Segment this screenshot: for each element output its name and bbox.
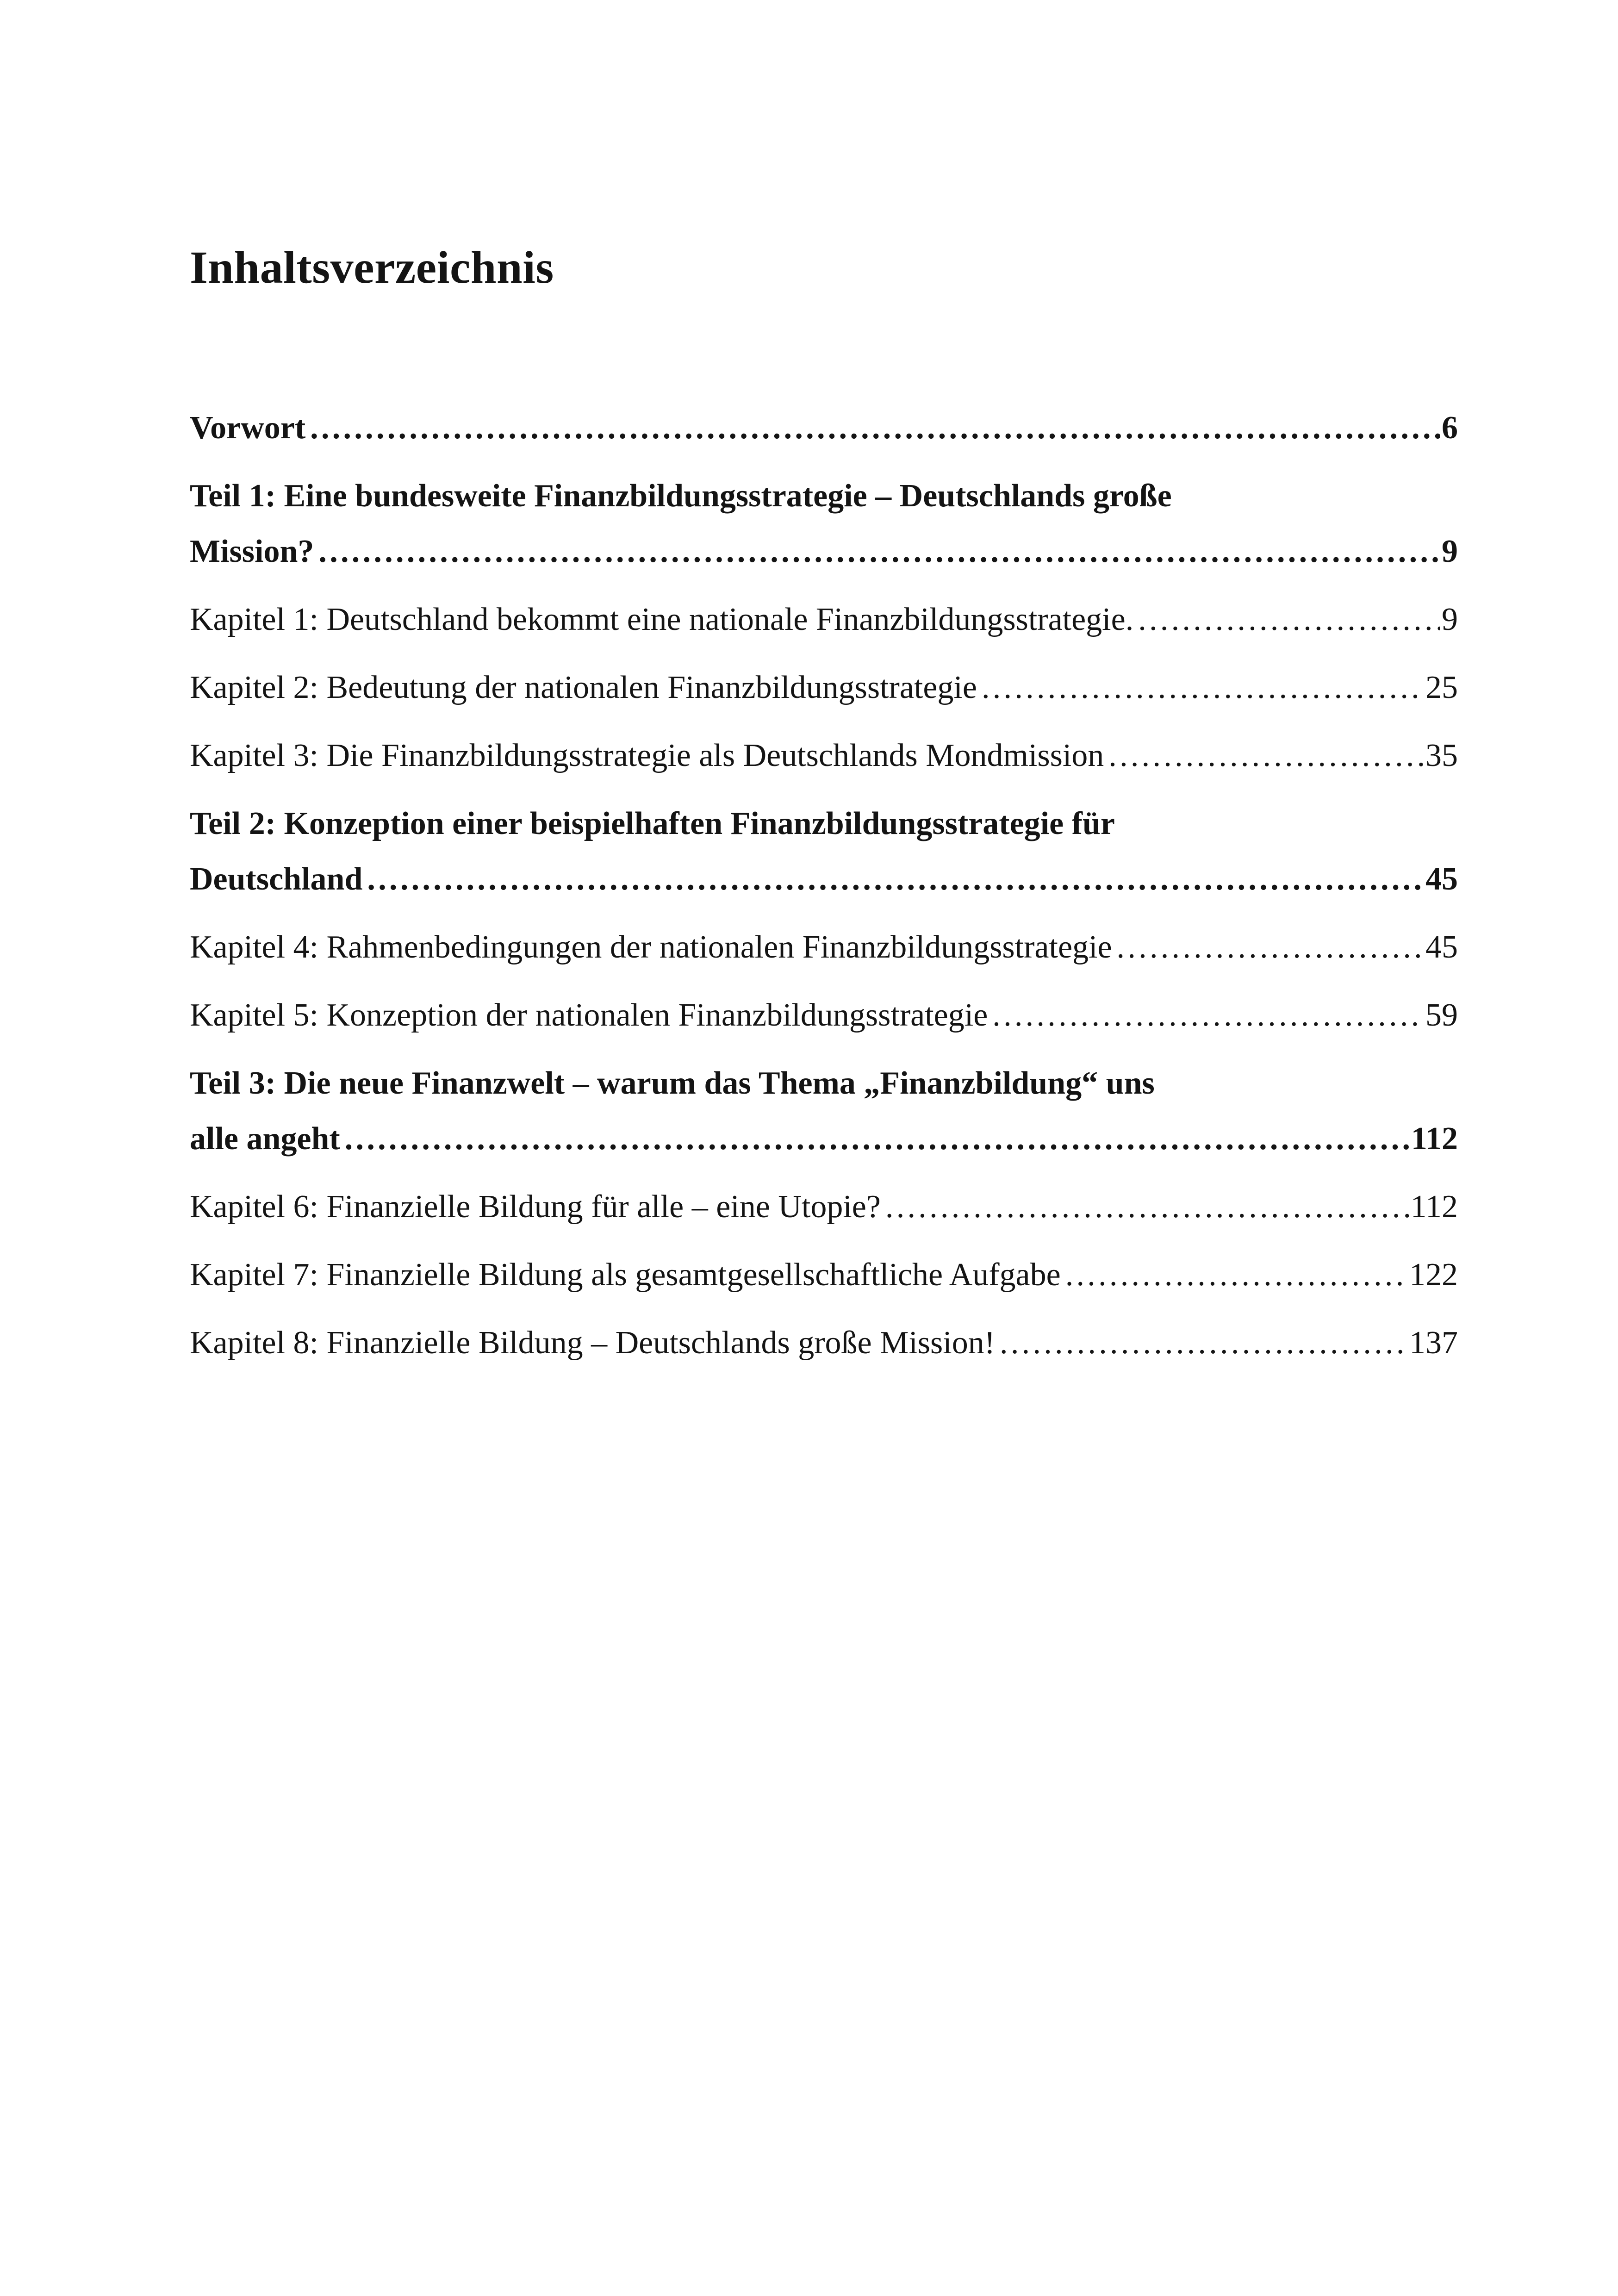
toc-entry	[190, 592, 1458, 647]
dot-leader	[345, 1111, 1409, 1167]
toc-entry-page: 112	[1411, 1121, 1458, 1157]
toc-entry-page: 9	[1442, 534, 1458, 569]
dot-leader	[982, 660, 1424, 716]
toc-entry	[190, 1247, 1458, 1303]
toc-entry	[190, 400, 1458, 456]
dot-leader	[318, 524, 1440, 579]
toc-entry-page: 35	[1425, 738, 1458, 773]
toc-entry-label: alle angeht	[190, 1121, 340, 1157]
toc-entry	[190, 468, 1458, 579]
toc-entry-page: 45	[1425, 929, 1458, 965]
toc-entry-label: Teil 2: Konzeption einer beispielhaften Finanzbildungsstrategie für	[190, 806, 1115, 841]
toc-entry	[190, 660, 1458, 716]
toc-entry-label: Teil 3: Die neue Finanzwelt – warum das Thema „Finanzbildung“ uns	[190, 1065, 1155, 1101]
toc-entry-label: Teil 1: Eine bundesweite Finanzbildungsstrategie – Deutschlands große	[190, 478, 1172, 514]
dot-leader	[367, 852, 1424, 907]
toc-entry-label: Kapitel 3: Die Finanzbildungsstrategie als Deutschlands Mondmission	[190, 738, 1104, 773]
toc-entry-page: 45	[1425, 861, 1458, 897]
toc-entry-label: Kapitel 8: Finanzielle Bildung – Deutschlands große Mission!	[190, 1325, 996, 1361]
toc-entry-page: 112	[1410, 1189, 1458, 1225]
toc-entry-label: Kapitel 2: Bedeutung der nationalen Finanzbildungsstrategie	[190, 670, 977, 705]
dot-leader	[1065, 1247, 1407, 1303]
toc-entry	[190, 988, 1458, 1043]
toc-entry	[190, 920, 1458, 975]
toc-entry	[190, 796, 1458, 907]
toc-entry-label: Vorwort	[190, 410, 306, 446]
toc-entry-page: 6	[1442, 410, 1458, 446]
dot-leader	[1108, 728, 1424, 784]
toc-entry-label: Kapitel 5: Konzeption der nationalen Finanzbildungsstrategie	[190, 997, 988, 1033]
toc-entry-page: 137	[1409, 1325, 1458, 1361]
dot-leader	[992, 988, 1424, 1043]
page-title: Inhaltsverzeichnis	[190, 242, 554, 293]
table-of-contents	[190, 400, 1458, 1371]
toc-entry-page: 25	[1425, 670, 1458, 705]
dot-leader	[1000, 1315, 1407, 1371]
toc-entry-label: Kapitel 1: Deutschland bekommt eine nationale Finanzbildungsstrategie.	[190, 602, 1134, 637]
toc-entry	[190, 728, 1458, 784]
toc-entry-label: Kapitel 6: Finanzielle Bildung für alle – eine Utopie?	[190, 1189, 881, 1225]
dot-leader	[310, 400, 1440, 456]
toc-entry-label: Kapitel 4: Rahmenbedingungen der nationalen Finanzbildungsstrategie	[190, 929, 1112, 965]
toc-entry	[190, 1315, 1458, 1371]
toc-entry-label: Mission?	[190, 534, 314, 569]
toc-entry-page: 59	[1425, 997, 1458, 1033]
dot-leader	[885, 1179, 1409, 1235]
toc-entry-label: Deutschland	[190, 861, 363, 897]
toc-entry	[190, 1056, 1458, 1167]
toc-entry-label: Kapitel 7: Finanzielle Bildung als gesamtgesellschaftliche Aufgabe	[190, 1257, 1061, 1293]
dot-leader	[1117, 920, 1424, 975]
toc-entry-page: 9	[1442, 602, 1458, 637]
toc-entry	[190, 1179, 1458, 1235]
toc-entry-page: 122	[1409, 1257, 1458, 1293]
dot-leader	[1138, 592, 1440, 647]
